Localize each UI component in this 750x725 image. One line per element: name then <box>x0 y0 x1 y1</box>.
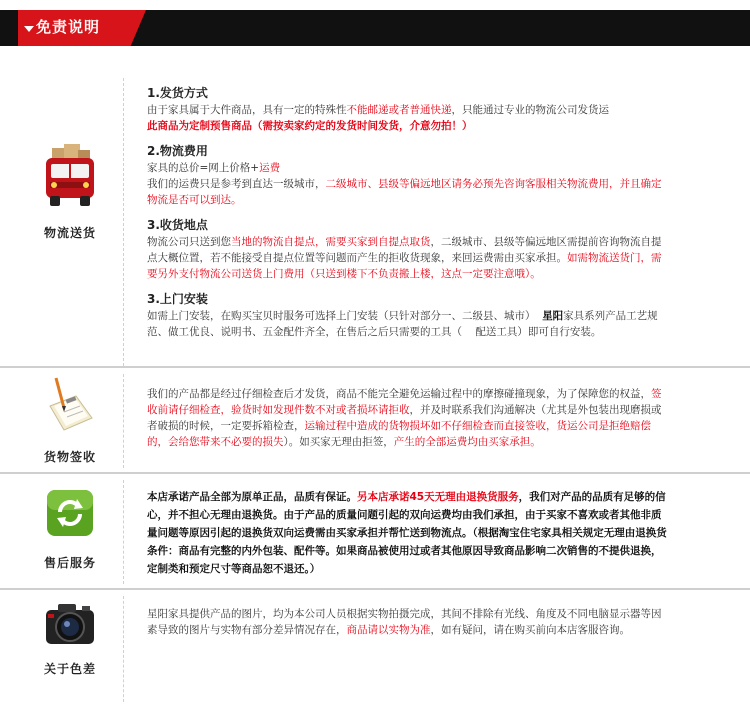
aftersale-label: 售后服务 <box>43 556 96 570</box>
signing-label: 货物签收 <box>43 450 96 464</box>
clipboard-pen-icon <box>42 376 98 434</box>
triangle-down-icon <box>24 26 34 32</box>
camera-icon <box>40 598 100 648</box>
delivery-location-text: 物流公司只送到您当地的物流自提点，需要买家到自提点取货，二级城市、县级等偏远地区需提前咨询物流自提点大概位置，若不能接受自提点位置等问题而产生的拒收货现象，来回运费需由买家承担。如需物流送货门，需要另外支付物流公司送货上门费用（只送到楼下不负责搬上楼，这点一定要注意哦）。 <box>147 236 662 280</box>
presale-notice: 此商品为定制预售商品（需按卖家约定的发货时间发货，介意勿拍！） <box>147 120 473 132</box>
signing-content <box>147 386 667 450</box>
aftersale-text: 本店承诺产品全部为原单正品，品质有保证。另本店承诺45天无理由退换货服务，我们对产品的品质有足够的信心，并不担心无理由退换货。由于产品的质量问题引起的双向运费均由我们承担，由于买家不喜欢或者其他非质量问题等原因引起的退换货双向运费需由买家承担并帮忙送到物流点。（根据淘宝住宅家具相关规定无理由退换货条件：商品有完整的内外包装、配件等。如果商品被使用过或者其他原因导致商品影响二次销售的不提供退换，定制类和预定尺寸等商品恕不退还。） <box>147 491 667 575</box>
logistics-section <box>0 70 750 366</box>
aftersale-content <box>147 488 667 578</box>
divider-1 <box>0 366 750 368</box>
truck-icon <box>38 142 102 212</box>
logistics-content <box>147 80 667 340</box>
logistics-vline <box>123 78 124 366</box>
shipping-method-heading: 1.发货方式 <box>147 86 208 100</box>
aftersale-section <box>0 476 750 586</box>
divider-2 <box>0 472 750 474</box>
aftersale-vline <box>123 480 124 584</box>
color-content <box>147 606 667 638</box>
refresh-icon <box>43 486 97 540</box>
signing-left <box>28 376 112 465</box>
logistics-fee-heading: 2.物流费用 <box>147 144 208 158</box>
header-title: 免责说明 <box>36 18 101 36</box>
color-label: 关于色差 <box>43 662 96 676</box>
signing-section <box>0 370 750 470</box>
shipping-method-text: 由于家具属于大件商品，具有一定的特殊性不能邮递或者普通快递，只能通过专业的物流公司发货运 <box>147 104 609 116</box>
disclaimer-header <box>0 0 750 47</box>
logistics-fee-text: 我们的运费只是参考到直达一级城市，二级城市、县级等偏远地区请务必预先咨询客服相关物流费用，并且确定物流是否可以到达。 <box>147 178 662 206</box>
logistics-left <box>28 142 112 241</box>
color-section <box>0 592 750 712</box>
signing-text: 我们的产品都是经过仔细检查后才发货，商品不能完全避免运输过程中的摩擦碰撞现象，为了保障您的权益，签收前请仔细检查，验货时如发现件数不对或者损坏请拒收，并及时联系我们沟通解决（尤其是外包装出现磨损或者破损的时候，一定要拆箱检查，运输过程中造成的货物损坏如不仔细检查而直接签收，货运公司是拒绝赔偿的，会给您带来不必要的损失）。如买家无理由拒签，产生的全部运费均由买家承担。 <box>147 388 662 448</box>
divider-3 <box>0 588 750 590</box>
delivery-location-heading: 3.收货地点 <box>147 218 208 232</box>
installation-text: 如需上门安装，在购买宝贝时服务可选择上门安装（只针对部分一、二级县、城市） 星阳家具系列产品工艺规范、做工优良、说明书、五金配件齐全，在售后之后只需要的工具（ 配送工具）即可自行安装。 <box>147 310 658 338</box>
logistics-fee-formula: 家具的总价=网上价格+运费 <box>147 162 281 174</box>
color-vline <box>123 596 124 702</box>
color-text: 星阳家具提供产品的图片，均为本公司人员根据实物拍摄完成，其间不排除有光线、角度及不同电脑显示器等因素导致的图片与实物有部分差异情况存在，商品请以实物为准，如有疑问，请在购买前向本店客服咨询。 <box>147 608 662 636</box>
installation-heading: 3.上门安装 <box>147 292 208 306</box>
signing-vline <box>123 374 124 468</box>
aftersale-left <box>28 486 112 571</box>
logistics-label: 物流送货 <box>43 226 96 240</box>
color-left <box>28 598 112 677</box>
